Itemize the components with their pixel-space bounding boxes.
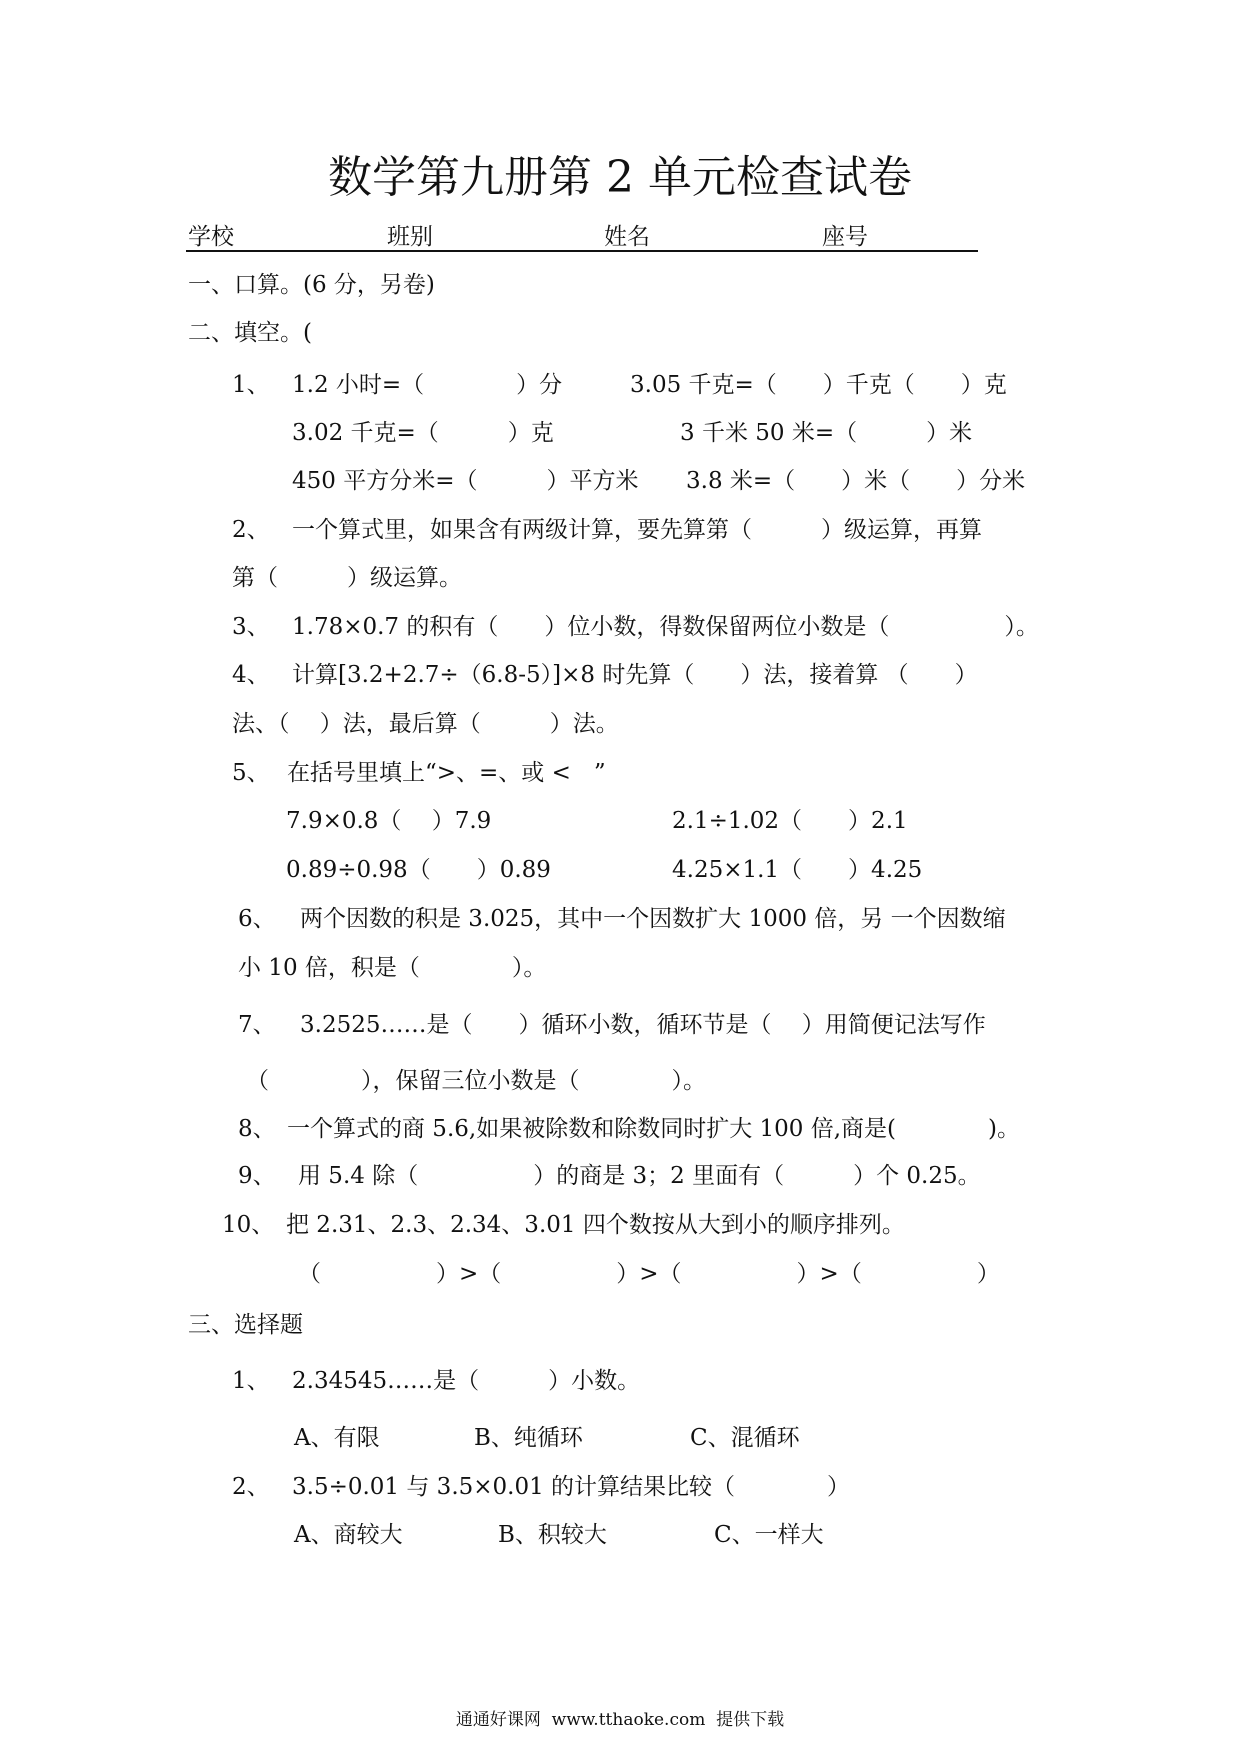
- question-number: 2、: [232, 1474, 270, 1500]
- name-label: 姓名: [604, 224, 650, 250]
- question-number: 1、: [232, 1368, 270, 1394]
- question-text: 两个因数的积是 3.025，其中一个因数扩大 1000 倍，另 一个因数缩: [300, 906, 1006, 932]
- question-number: 3、: [232, 614, 270, 640]
- question-text: 用 5.4 除（ ）的商是 3；2 里面有（ ）个 0.25。: [298, 1163, 981, 1189]
- question-text: 法、（ ）法，最后算（ ）法。: [232, 711, 619, 737]
- question-text: 计算[3.2+2.7÷（6.8-5）]×8 时先算（ ）法，接着算 （ ）: [292, 662, 978, 688]
- question-text: 在括号里填上“>、=、或 < ”: [287, 760, 606, 786]
- question-text: 4.25×1.1（ ）4.25: [672, 857, 923, 883]
- question-text: 2.1÷1.02（ ）2.1: [672, 808, 908, 834]
- question-text: 2.34545……是（ ）小数。: [292, 1368, 641, 1394]
- question-number: 6、: [238, 906, 276, 932]
- question-text: 3.2525……是（ ）循环小数，循环节是（ ）用简便记法写作: [300, 1012, 986, 1038]
- choice-option-b: B、积较大: [498, 1522, 607, 1548]
- choice-option-a: A、商较大: [294, 1522, 403, 1548]
- question-number: 4、: [232, 662, 270, 688]
- choice-option-b: B、纯循环: [474, 1425, 583, 1451]
- question-text: 3.5÷0.01 与 3.5×0.01 的计算结果比较（ ）: [292, 1474, 851, 1500]
- question-text: 3.05 千克=（ ）千克（ ）克: [630, 372, 1007, 398]
- question-text: 1.2 小时=（ ）分: [292, 372, 563, 398]
- section-choice-heading: 三、选择题: [188, 1312, 303, 1338]
- header-underline: [186, 250, 978, 252]
- question-number: 2、: [232, 517, 270, 543]
- choice-option-c: C、一样大: [714, 1522, 824, 1548]
- question-text: （ ），保留三位小数是（ ）。: [246, 1068, 706, 1094]
- question-number: 5、: [232, 760, 270, 786]
- school-label: 学校: [188, 224, 234, 250]
- question-text: （ ）>（ ）>（ ）>（ ）: [298, 1261, 1000, 1287]
- class-label: 班别: [387, 224, 433, 250]
- question-text: 一个算式里，如果含有两级计算，要先算第（ ）级运算，再算: [292, 517, 982, 543]
- question-text: 3.02 千克=（ ）克: [292, 420, 554, 446]
- footer-source: 通通好课网 www.tthaoke.com 提供下载: [455, 1710, 785, 1730]
- question-number: 9、: [238, 1163, 276, 1189]
- question-text: 第（ ）级运算。: [232, 565, 462, 591]
- question-text: 3.8 米=（ ）米（ ）分米: [686, 468, 1026, 494]
- question-text: 3 千米 50 米=（ ）米: [680, 420, 973, 446]
- question-text: 1.78×0.7 的积有（ ）位小数，得数保留两位小数是（ ）。: [292, 614, 1039, 640]
- seat-label: 座号: [822, 224, 868, 250]
- section-fill-blank-heading: 二、填空。(: [188, 320, 312, 346]
- question-number: 7、: [238, 1012, 276, 1038]
- question-text: 小 10 倍，积是（ ）。: [238, 955, 547, 981]
- choice-option-c: C、混循环: [690, 1425, 800, 1451]
- question-text: 一个算式的商 5.6,如果被除数和除数同时扩大 100 倍,商是( )。: [287, 1116, 1020, 1142]
- question-text: 把 2.31、2.3、2.34、3.01 四个数按从大到小的顺序排列。: [286, 1212, 905, 1238]
- section-oral-calc: 一、口算。(6 分，另卷): [188, 272, 435, 298]
- question-number: 10、: [222, 1212, 275, 1238]
- question-text: 0.89÷0.98（ ）0.89: [286, 857, 551, 883]
- question-text: 7.9×0.8（ ）7.9: [286, 808, 492, 834]
- question-number: 8、: [238, 1116, 276, 1142]
- page-title: 数学第九册第 2 单元检查试卷: [328, 152, 912, 203]
- question-text: 450 平方分米=（ ）平方米: [292, 468, 639, 494]
- question-number: 1、: [232, 372, 270, 398]
- choice-option-a: A、有限: [294, 1425, 380, 1451]
